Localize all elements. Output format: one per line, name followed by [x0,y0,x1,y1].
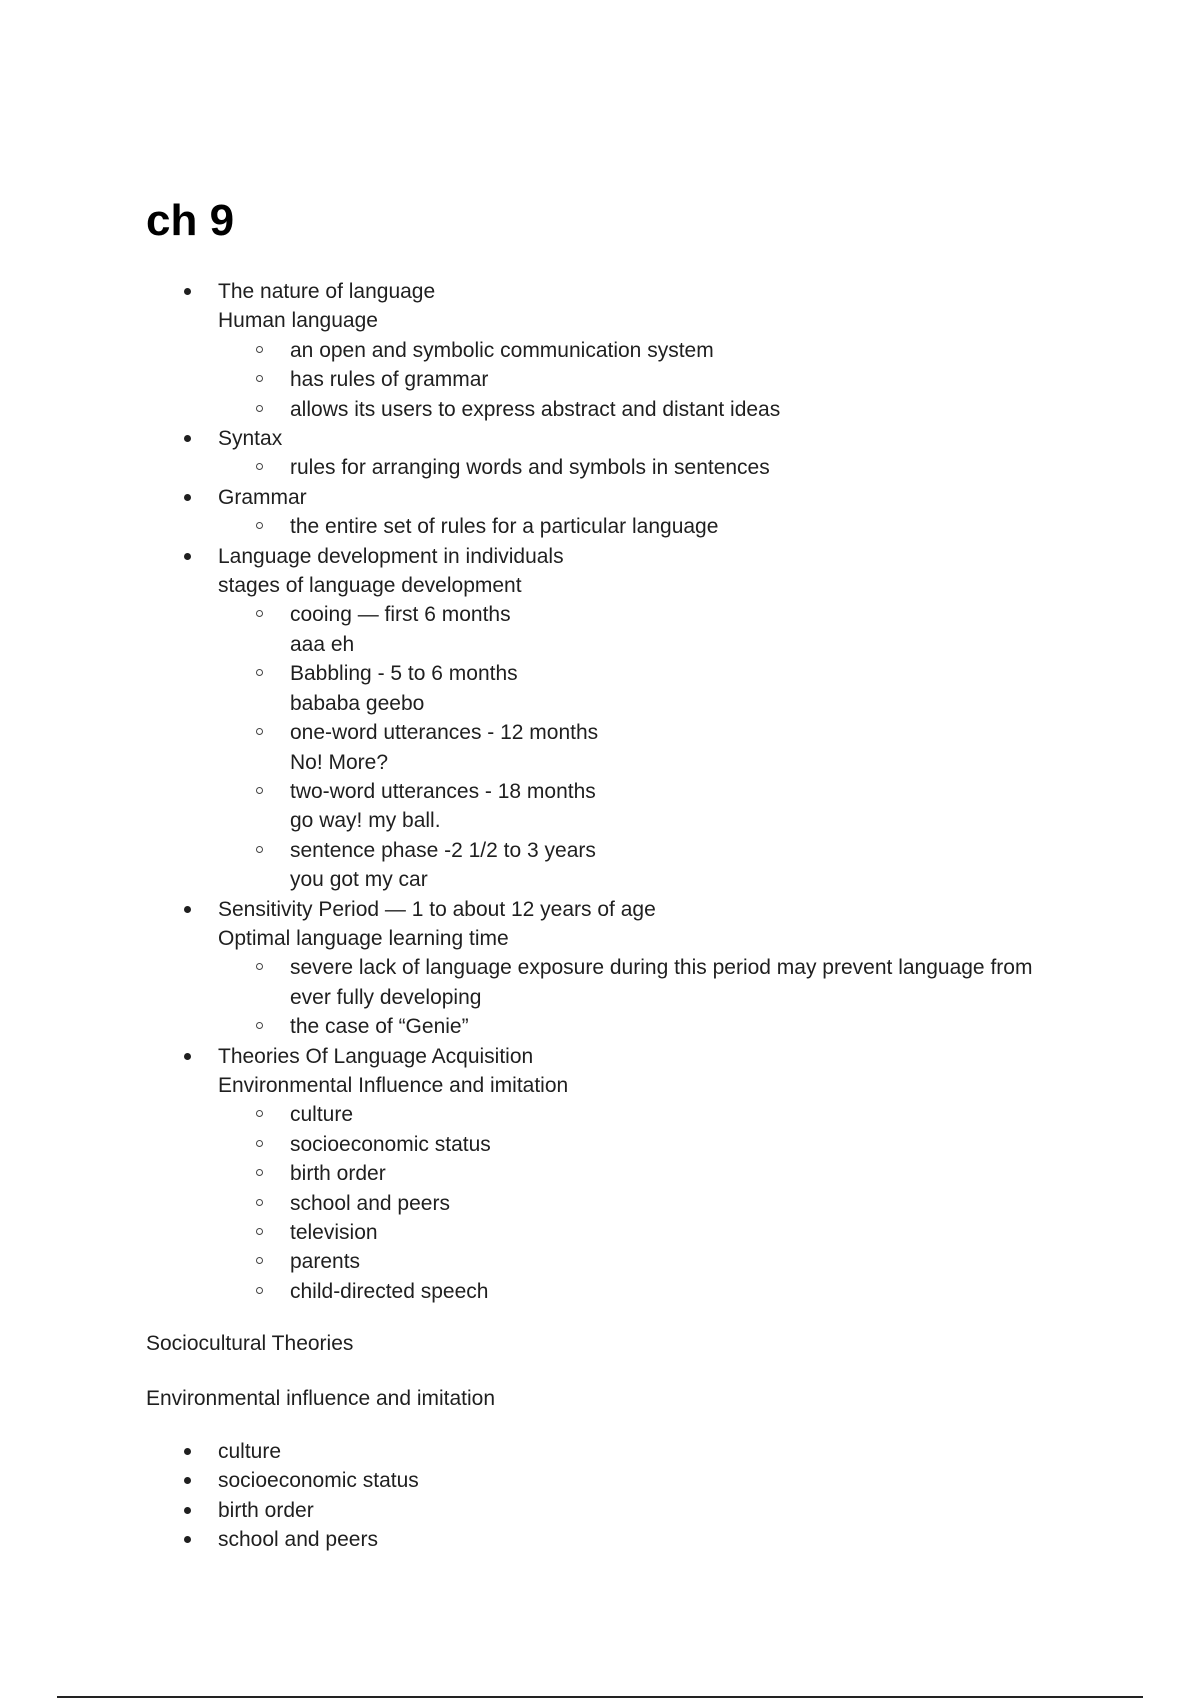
sublist-item [218,453,1050,482]
list-item-text: Sensitivity Period — 1 to about 12 years of age [218,897,656,921]
list-item [146,1525,419,1554]
sublist-item [218,365,1050,394]
sublist-item [218,659,1050,718]
sublist-item-text: allows its users to express abstract and distant ideas [290,397,781,421]
sublist-item [218,395,1050,424]
sublist [218,953,1050,1041]
sublist-item [218,336,1050,365]
list-item-subtext: Human language [218,309,378,333]
sublist-item [218,777,1050,836]
list-item-subtext: Environmental Influence and imitation [218,1073,569,1097]
sublist-item [218,1012,1050,1041]
sublist-item-subtext: No! More? [290,750,389,774]
sublist [218,1100,1050,1306]
sublist-item [218,1189,1050,1218]
list-item-text: Theories Of Language Acquisition [218,1044,534,1068]
sublist [218,453,1050,482]
list-item [146,895,1050,1042]
sublist-item-text: one-word utterances - 12 months [290,721,599,745]
list-item-subtext: stages of language development [218,574,522,598]
list-item-text: Syntax [218,427,283,451]
list-item-text: school and peers [218,1528,378,1552]
list-item [146,542,1050,895]
sublist-item-text: parents [290,1250,361,1274]
sublist-item [218,600,1050,659]
list-item-text: Grammar [218,485,307,509]
list-item [146,483,1050,542]
list-item [146,1437,419,1466]
sublist-item-subtext: go way! my ball. [290,809,441,833]
sublist-item-text: rules for arranging words and symbols in sentences [290,456,770,480]
list-item [146,277,1050,424]
sublist-item-text: socioeconomic status [290,1132,491,1156]
list-item-text: The nature of language [218,280,436,303]
sublist-item-text: cooing — first 6 months [290,603,511,627]
sublist-item [218,1159,1050,1188]
sublist-item-text: birth order [290,1162,386,1186]
sublist-item-subtext: aaa eh [290,632,355,656]
sublist-item [218,718,1050,777]
page-title: ch 9 [146,196,235,245]
sublist-item-subtext: you got my car [290,868,428,892]
sublist-item [218,836,1050,895]
sublist [218,600,1050,894]
sublist-item [218,1130,1050,1159]
list-item-text: culture [218,1440,282,1463]
list-item-text: socioeconomic status [218,1469,419,1493]
sublist-item-text: the case of “Genie” [290,1015,469,1039]
sublist-item-text: culture [290,1103,354,1127]
paragraph-heading: Sociocultural Theories [146,1332,354,1355]
list-item [146,424,1050,483]
list-item [146,1496,419,1525]
sublist-item-subtext: bababa geebo [290,691,425,715]
sublist-item-text: school and peers [290,1191,450,1215]
sublist-item-text: an open and symbolic communication system [290,338,714,362]
sublist-item-text: television [290,1221,378,1244]
sublist-item [218,953,1050,1012]
sublist-item-text: Babbling - 5 to 6 months [290,662,518,686]
sublist-item [218,1277,1050,1306]
list-item [146,1042,1050,1307]
sublist-item-text: two-word utterances - 18 months [290,779,596,803]
list-item [146,1466,419,1495]
sublist-item-text: the entire set of rules for a particular language [290,515,719,539]
sublist [218,336,1050,424]
paragraph-subheading: Environmental influence and imitation [146,1387,496,1410]
page-bottom-rule [57,1696,1143,1698]
sublist [218,512,1050,541]
list-item-text: Language development in individuals [218,544,564,568]
secondary-list [146,1437,419,1555]
list-item-text: birth order [218,1498,314,1522]
list-item-subtext: Optimal language learning time [218,926,509,950]
sublist-item-text: has rules of grammar [290,368,489,392]
sublist-item [218,1100,1050,1129]
sublist-item-text: child-directed speech [290,1279,489,1303]
sublist-item-text: severe lack of language exposure during this period may prevent language from ever fully developing [290,956,1033,1009]
sublist-item [218,512,1050,541]
sublist-item [218,1218,1050,1247]
sublist-item [218,1247,1050,1276]
main-outline [146,277,1050,1306]
sublist-item-text: sentence phase -2 1/2 to 3 years [290,838,596,862]
